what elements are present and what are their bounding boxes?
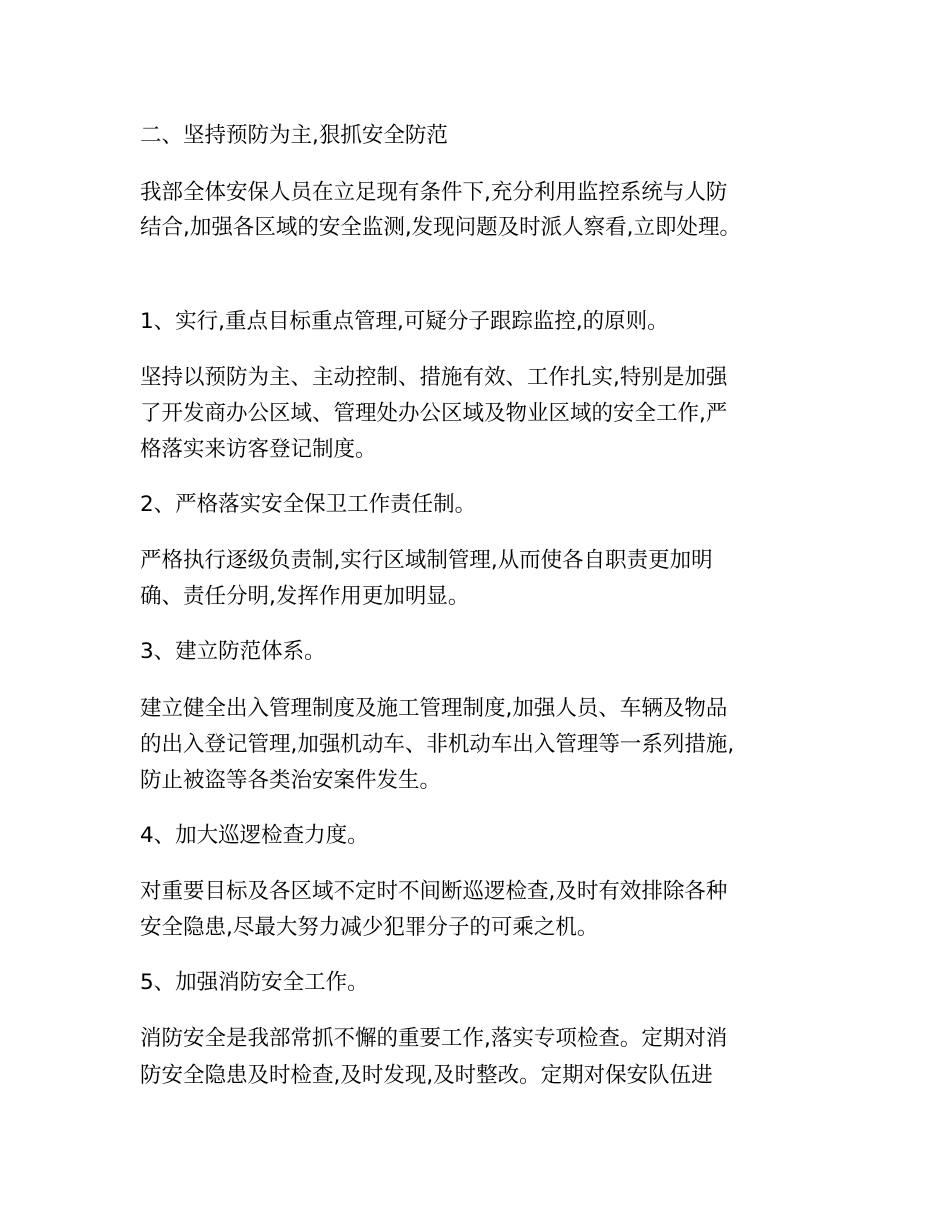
- item-1-paragraph-line: 坚持以预防为主、主动控制、措施有效、工作扎实,特别是加强: [140, 365, 728, 390]
- item-5-title: 5、加强消防安全工作。: [140, 970, 369, 995]
- item-2-paragraph-line: 严格执行逐级负责制,实行区域制管理,从而使各自职责更加明: [140, 548, 713, 573]
- item-4-title: 4、加大巡逻检查力度。: [140, 823, 369, 848]
- item-5-paragraph-line: 消防安全是我部常抓不懈的重要工作,落实专项检查。定期对消: [140, 1026, 728, 1051]
- item-4-paragraph-line: 安全隐患,尽最大努力减少犯罪分子的可乘之机。: [140, 915, 599, 940]
- item-4-paragraph-line: 对重要目标及各区域不定时不间断巡逻检查,及时有效排除各种: [140, 879, 728, 904]
- intro-paragraph-line: 结合,加强各区域的安全监测,发现问题及时派人察看,立即处理。: [140, 215, 742, 240]
- section-heading: 二、坚持预防为主,狠抓安全防范: [140, 123, 448, 148]
- item-1-paragraph-line: 格落实来访客登记制度。: [140, 437, 377, 462]
- item-5-paragraph-line: 防安全隐患及时检查,及时发现,及时整改。定期对保安队伍进: [140, 1063, 713, 1088]
- intro-paragraph-line: 我部全体安保人员在立足现有条件下,充分利用监控系统与人防: [140, 180, 728, 205]
- item-3-paragraph-line: 建立健全出入管理制度及施工管理制度,加强人员、车辆及物品: [140, 696, 728, 721]
- item-1-paragraph-line: 了开发商办公区域、管理处办公区域及物业区域的安全工作,严: [140, 401, 728, 426]
- item-2-title: 2、严格落实安全保卫工作责任制。: [140, 492, 477, 517]
- item-2-paragraph-line: 确、责任分明,发挥作用更加明显。: [140, 584, 470, 609]
- item-1-title: 1、实行,重点目标重点管理,可疑分子跟踪监控,的原则。: [140, 309, 669, 334]
- item-3-paragraph-line: 防止被盗等各类治安案件发生。: [140, 768, 442, 793]
- item-3-paragraph-line: 的出入登记管理,加强机动车、非机动车出入管理等一系列措施,: [140, 732, 735, 757]
- item-3-title: 3、建立防范体系。: [140, 639, 326, 664]
